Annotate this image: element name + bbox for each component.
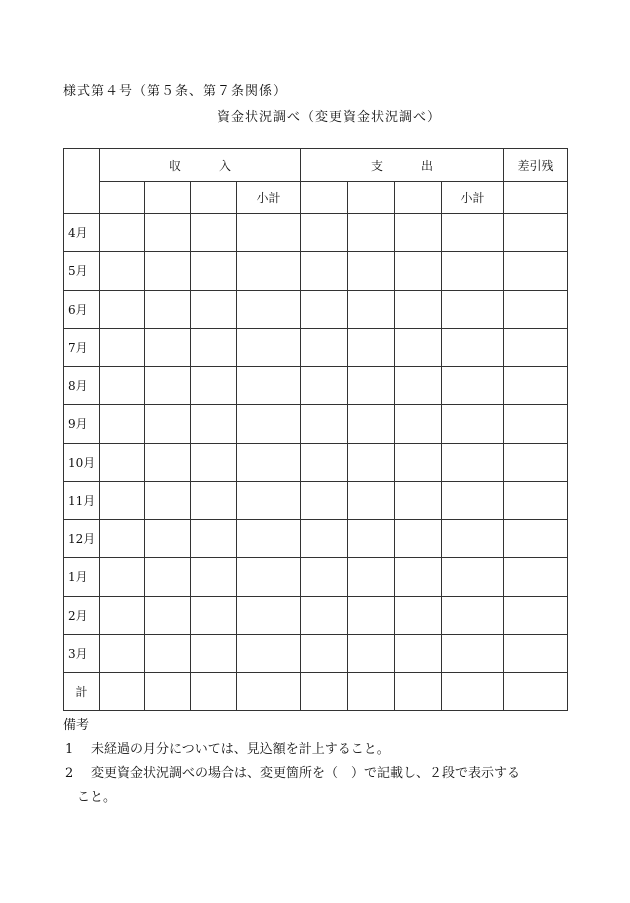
month-row — [64, 367, 568, 405]
amount-cell — [504, 443, 568, 481]
amount-cell — [100, 214, 145, 252]
amount-cell — [395, 558, 442, 596]
amount-cell — [395, 290, 442, 328]
note-item-2-continuation: こと。 — [77, 790, 117, 805]
amount-cell — [100, 367, 145, 405]
note-text: 未経過の月分については、見込額を計上すること。 — [91, 742, 390, 757]
amount-cell — [348, 367, 395, 405]
form-number: 様式第４号（第５条、第７条関係） — [63, 84, 288, 99]
amount-cell — [191, 290, 237, 328]
amount-cell — [442, 481, 504, 519]
notes-heading: 備考 — [63, 718, 90, 733]
amount-cell — [301, 328, 348, 366]
amount-cell — [100, 520, 145, 558]
amount-cell — [191, 520, 237, 558]
amount-cell — [237, 328, 301, 366]
amount-cell — [442, 328, 504, 366]
amount-cell — [100, 634, 145, 672]
amount-cell — [145, 634, 191, 672]
notes-section — [63, 714, 573, 810]
amount-cell — [442, 290, 504, 328]
income-col-3 — [191, 182, 237, 214]
amount-cell — [145, 290, 191, 328]
amount-cell — [100, 596, 145, 634]
amount-cell — [191, 252, 237, 290]
month-label: 3月 — [64, 634, 100, 672]
amount-cell — [237, 290, 301, 328]
income-col-2 — [145, 182, 191, 214]
month-label: 12月 — [64, 520, 100, 558]
month-row — [64, 214, 568, 252]
amount-cell — [301, 290, 348, 328]
amount-cell — [348, 252, 395, 290]
amount-cell — [191, 405, 237, 443]
amount-cell — [237, 252, 301, 290]
amount-cell — [348, 214, 395, 252]
total-label: 計 — [64, 673, 100, 711]
month-row — [64, 520, 568, 558]
amount-cell — [237, 405, 301, 443]
amount-cell — [504, 634, 568, 672]
amount-cell — [145, 328, 191, 366]
amount-cell — [145, 673, 191, 711]
amount-cell — [348, 558, 395, 596]
amount-cell — [237, 673, 301, 711]
amount-cell — [348, 596, 395, 634]
amount-cell — [395, 252, 442, 290]
amount-cell — [191, 367, 237, 405]
expense-subtotal-header: 小計 — [442, 182, 504, 214]
amount-cell — [395, 367, 442, 405]
amount-cell — [301, 596, 348, 634]
amount-cell — [395, 328, 442, 366]
header-row-1 — [64, 149, 568, 182]
expense-col-1 — [301, 182, 348, 214]
amount-cell — [301, 252, 348, 290]
fund-status-table — [63, 148, 568, 711]
month-row — [64, 481, 568, 519]
amount-cell — [237, 367, 301, 405]
month-row — [64, 290, 568, 328]
amount-cell — [191, 558, 237, 596]
amount-cell — [145, 443, 191, 481]
amount-cell — [301, 405, 348, 443]
amount-cell — [237, 634, 301, 672]
amount-cell — [348, 673, 395, 711]
amount-cell — [191, 634, 237, 672]
amount-cell — [442, 214, 504, 252]
amount-cell — [442, 673, 504, 711]
amount-cell — [145, 596, 191, 634]
month-label: 9月 — [64, 405, 100, 443]
amount-cell — [100, 481, 145, 519]
note-text: 変更資金状況調べの場合は、変更箇所を（ ）で記載し、２段で表示する — [91, 766, 521, 781]
amount-cell — [348, 290, 395, 328]
note-item-2 — [63, 762, 573, 786]
month-label: 10月 — [64, 443, 100, 481]
month-label: 6月 — [64, 290, 100, 328]
expense-col-2 — [348, 182, 395, 214]
note-item-1 — [63, 738, 573, 762]
amount-cell — [348, 405, 395, 443]
amount-cell — [504, 481, 568, 519]
amount-cell — [191, 673, 237, 711]
amount-cell — [100, 252, 145, 290]
amount-cell — [237, 596, 301, 634]
amount-cell — [395, 405, 442, 443]
total-row — [64, 673, 568, 711]
amount-cell — [191, 481, 237, 519]
amount-cell — [395, 596, 442, 634]
amount-cell — [145, 214, 191, 252]
amount-cell — [442, 367, 504, 405]
amount-cell — [301, 443, 348, 481]
amount-cell — [237, 214, 301, 252]
month-label: 5月 — [64, 252, 100, 290]
amount-cell — [100, 673, 145, 711]
amount-cell — [442, 252, 504, 290]
amount-cell — [504, 558, 568, 596]
expense-header-label: 支出 — [371, 158, 472, 173]
income-header — [100, 149, 301, 182]
amount-cell — [395, 443, 442, 481]
amount-cell — [504, 214, 568, 252]
amount-cell — [504, 252, 568, 290]
amount-cell — [100, 405, 145, 443]
amount-cell — [395, 520, 442, 558]
amount-cell — [504, 405, 568, 443]
amount-cell — [100, 328, 145, 366]
amount-cell — [504, 290, 568, 328]
amount-cell — [442, 443, 504, 481]
amount-cell — [348, 520, 395, 558]
amount-cell — [442, 596, 504, 634]
income-header-label: 収入 — [169, 158, 270, 173]
month-label: 7月 — [64, 328, 100, 366]
amount-cell — [301, 520, 348, 558]
amount-cell — [395, 673, 442, 711]
month-row — [64, 634, 568, 672]
month-label: 1月 — [64, 558, 100, 596]
amount-cell — [348, 634, 395, 672]
month-row — [64, 596, 568, 634]
month-row — [64, 443, 568, 481]
amount-cell — [237, 558, 301, 596]
month-label: 2月 — [64, 596, 100, 634]
amount-cell — [145, 252, 191, 290]
income-subtotal-header: 小計 — [237, 182, 301, 214]
note-number: 1 — [65, 742, 74, 757]
header-row-2 — [64, 182, 568, 214]
amount-cell — [100, 443, 145, 481]
amount-cell — [301, 367, 348, 405]
amount-cell — [504, 596, 568, 634]
amount-cell — [442, 558, 504, 596]
balance-header: 差引残 — [504, 149, 568, 182]
amount-cell — [348, 481, 395, 519]
amount-cell — [237, 443, 301, 481]
balance-subheader — [504, 182, 568, 214]
month-row — [64, 558, 568, 596]
amount-cell — [145, 367, 191, 405]
amount-cell — [301, 634, 348, 672]
amount-cell — [237, 481, 301, 519]
amount-cell — [348, 443, 395, 481]
amount-cell — [504, 520, 568, 558]
expense-col-3 — [395, 182, 442, 214]
amount-cell — [191, 596, 237, 634]
amount-cell — [504, 328, 568, 366]
amount-cell — [504, 673, 568, 711]
amount-cell — [301, 481, 348, 519]
amount-cell — [442, 405, 504, 443]
amount-cell — [442, 634, 504, 672]
month-label: 8月 — [64, 367, 100, 405]
amount-cell — [442, 520, 504, 558]
amount-cell — [504, 367, 568, 405]
amount-cell — [301, 214, 348, 252]
document-title: 資金状況調べ（変更資金状況調べ） — [216, 110, 441, 125]
month-row — [64, 252, 568, 290]
amount-cell — [301, 673, 348, 711]
amount-cell — [191, 214, 237, 252]
corner-cell — [64, 149, 100, 214]
amount-cell — [348, 328, 395, 366]
amount-cell — [237, 520, 301, 558]
amount-cell — [100, 558, 145, 596]
expense-header — [301, 149, 504, 182]
amount-cell — [301, 558, 348, 596]
month-label: 4月 — [64, 214, 100, 252]
amount-cell — [145, 405, 191, 443]
amount-cell — [395, 214, 442, 252]
month-row — [64, 405, 568, 443]
month-label: 11月 — [64, 481, 100, 519]
amount-cell — [191, 443, 237, 481]
amount-cell — [100, 290, 145, 328]
amount-cell — [191, 328, 237, 366]
amount-cell — [395, 634, 442, 672]
amount-cell — [145, 558, 191, 596]
note-number: 2 — [65, 766, 74, 781]
amount-cell — [395, 481, 442, 519]
month-row — [64, 328, 568, 366]
amount-cell — [145, 481, 191, 519]
income-col-1 — [100, 182, 145, 214]
amount-cell — [145, 520, 191, 558]
